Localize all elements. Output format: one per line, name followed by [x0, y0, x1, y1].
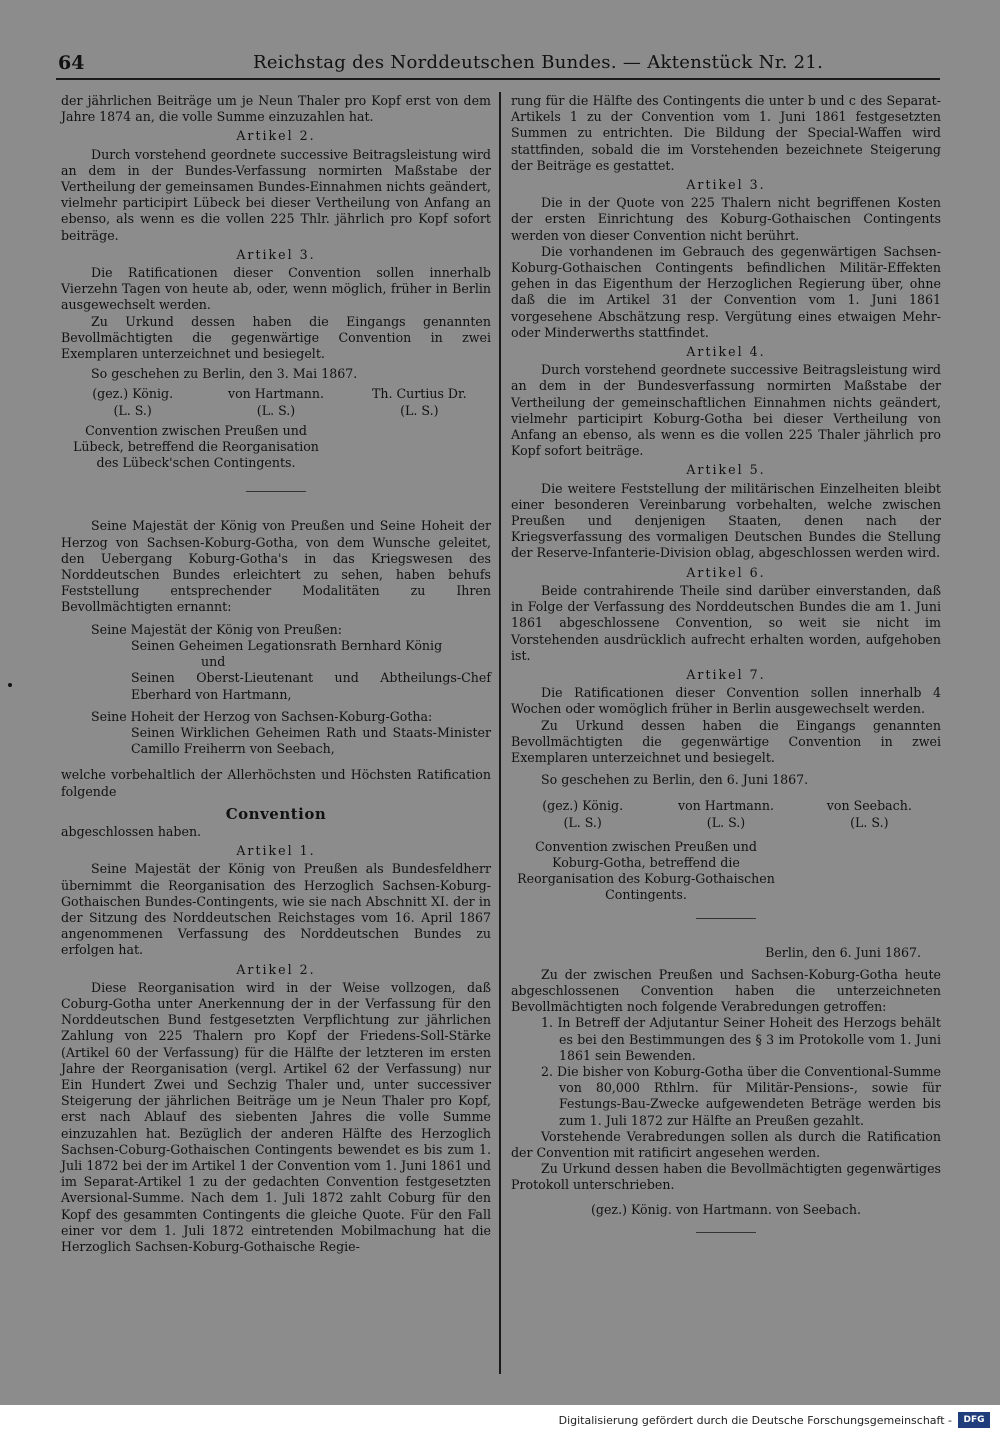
article-heading: Artikel 4. [686, 344, 766, 360]
signature: von Hartmann. [677, 798, 775, 814]
left-column [61, 93, 491, 1255]
date-line: So geschehen zu Berlin, den 6. Juni 1867. [541, 772, 809, 788]
paragraph: welche vorbehaltlich der Allerhöchsten und Höchsten Ratification folgende [61, 767, 491, 799]
convention-caption: Convention zwischen Preußen und Lübeck, betreffend die Reorganisation des Lübeck'schen Contingents. [73, 422, 319, 471]
signature: von Hartmann. [227, 386, 325, 402]
paragraph: Seinen Geheimen Legationsrath Bernhard König [131, 637, 443, 653]
paragraph: Durch vorstehend geordnete successive Beitragsleistung wird an dem in der Bundes-Verfassung normirten Maßstabe der Vertheilung der gemeinsamen Bundes-Einnahmen nichts geändert, vielmehr participirt Lübeck bei dieser Vertheilung von Anfang an ebenso, als wenn es die vollen 225 Thlr. jährlich pro Kopf sofort beiträge. [61, 146, 491, 243]
list-item: 1. In Betreff der Adjutantur Seiner Hoheit des Herzogs behält es bei den Bestimmungen des § 3 im Protokolle vom 1. Juni 1861 sein Bewenden. [541, 1015, 941, 1063]
paragraph: und [201, 654, 226, 670]
footer-credit: Digitalisierung gefördert durch die Deutsche Forschungsgemeinschaft - [558, 1414, 952, 1427]
paragraph: rung für die Hälfte des Contingents die unter b und c des Separat-Artikels 1 zu der Convention vom 1. Juni 1861 festgesetzten Summen zu entrichten. Die Bildung der Special-Waffen wird stattfinden, sobald die im Vorstehenden bezeichnete Steigerung der Beiträge es gestattet. [511, 93, 941, 173]
separator [696, 918, 756, 919]
convention-caption: Convention zwischen Preußen und Koburg-Gotha, betreffend die Reorganisation des Koburg-Gothaischen Contingents. [517, 838, 775, 903]
article-heading: Artikel 6. [686, 564, 766, 580]
paragraph: Die Ratificationen dieser Convention sollen innerhalb Vierzehn Tagen von heute ab, oder, wenn möglich, früher in Berlin ausgewechselt werden. [61, 265, 491, 313]
paragraph: Die vorhandenen im Gebrauch des gegenwärtigen Sachsen-Koburg-Gothaischen Contingents befindlichen Militär-Effekten gehen in das Eigenthum der Herzoglichen Regierung über, ohne daß die im Artikel 31 der Convention vom 1. Juni 1861 vorgesehene Abschätzung resp. Vergütung eines etwaigen Mehr- oder Minderwerths stattfindet. [511, 243, 941, 340]
paragraph: Zu der zwischen Preußen und Sachsen-Koburg-Gotha heute abgeschlossenen Convention haben die unterzeichneten Bevollmächtigten noch folgende Verabredungen getroffen: [511, 966, 941, 1015]
header-rule [56, 78, 940, 80]
paragraph: Seine Hoheit der Herzog von Sachsen-Koburg-Gotha: [91, 708, 433, 724]
signature: (gez.) König. [92, 386, 174, 402]
paragraph: Diese Reorganisation wird in der Weise vollzogen, daß Coburg-Gotha unter Anerkennung der in der Verfassung für den Norddeutschen Bund festgesetzten Verpflichtung zur jährlichen Zahlung von 225 Thalern pro Kopf der Friedens-Soll-Stärke (Artikel 60 der Verfassung) für die Hälfte der letzteren im ersten Jahre der Reorganisation (vergl. Artikel 62 der Verfassung) nur Ein Hundert Zwei und Sechzig Thaler und, unter successiver Steigerung der jährlichen Beiträge um je Neun Thaler pro Kopf, erst nach Ablauf des siebenten Jahres die volle Summe einzuzahlen hat. Bezüglich der anderen Hälfte des Herzoglich Sachsen-Coburg-Gothaischen Contingents bewendet es bis zum 1. Juli 1872 bei der im Artikel 1 der Convention vom 1. Juni 1861 und im Separat-Artikel 1 zu der gedachten Convention festgesetzten Aversional-Summe. Nach dem 1. Juli 1872 zahlt Coburg für den Kopf des gesammten Contingents die gleiche Quote. Für den Fall einer vor dem 1. Juli 1872 eintretenden Mobilmachung hat die Herzoglich Sachsen-Koburg-Gothaische Regie- [61, 979, 491, 1254]
article-heading: Artikel 1. [236, 843, 316, 859]
paragraph: der jährlichen Beiträge um je Neun Thaler pro Kopf erst von dem Jahre 1874 an, die volle Summe einzuzahlen hat. [61, 93, 491, 125]
signature-block [61, 386, 491, 418]
seal: (L. S.) [706, 814, 746, 830]
date-line: Berlin, den 6. Juni 1867. [765, 944, 921, 960]
seal: (L. S.) [400, 402, 439, 418]
paragraph: Seine Majestät der König von Preußen als Bundesfeldherr übernimmt die Reorganisation des Herzoglich Sachsen-Koburg-Gothaischen Bundes-Contingents, wie sie nach Abschnitt XI. der in der Sitzung des Norddeutschen Reichstages vom 16. April 1867 angenommenen Verfassung des Norddeutschen Bundes zu erfolgen hat. [61, 861, 491, 958]
article-heading: Artikel 2. [236, 128, 316, 144]
seal: (L. S.) [563, 814, 602, 830]
paragraph: Die Ratificationen dieser Convention sollen innerhalb 4 Wochen oder womöglich früher in Berlin ausgewechselt werden. [511, 685, 941, 717]
footer [0, 1412, 1000, 1432]
page-header [58, 52, 938, 78]
signature-line: (gez.) König. von Hartmann. von Seebach. [591, 1201, 861, 1217]
paragraph: Seine Majestät der König von Preußen und Seine Hoheit der Herzog von Sachsen-Koburg-Gotha, von dem Wunsche geleitet, den Uebergang Koburg-Gotha's in das Kriegswesen des Norddeutschen Bundes erleichtert zu sehen, haben behufs Feststellung entsprechender Modalitäten zu Ihren Bevollmächtigten ernannt: [61, 518, 491, 615]
signature: von Seebach. [826, 798, 912, 814]
paragraph: Seinen Wirklichen Geheimen Rath und Staats-Minister Camillo Freiherrn von Seebach, [131, 724, 491, 757]
paragraph: Die weitere Feststellung der militärischen Einzelheiten bleibt einer besonderen Vereinbarung vorbehalten, welche zwischen Preußen und denjenigen Staaten, denen nach der Kriegsverfassung des vormaligen Deutschen Bundes die Stellung der Reserve-Infanterie-Division oblag, abgeschlossen werden wird. [511, 480, 941, 561]
column-divider [499, 92, 501, 1374]
list-item: 2. Die bisher von Koburg-Gotha über die Conventional-Summe von 80,000 Rthlrn. für Militär-Pensions-, sowie für Festungs-Bau-Zwecke aufgewendeten Beträge werden bis zum 1. Juli 1872 zur Hälfte an Preußen gezahlt. [541, 1063, 941, 1128]
running-title: Reichstag des Norddeutschen Bundes. — Aktenstück Nr. 21. [253, 52, 824, 73]
article-heading: Artikel 7. [686, 666, 766, 682]
seal: (L. S.) [113, 402, 152, 418]
dfg-logo: DFG [958, 1412, 990, 1428]
paragraph: abgeschlossen haben. [61, 823, 202, 839]
paragraph: Zu Urkund dessen haben die Bevollmächtigten gegenwärtiges Protokoll unterschrieben. [511, 1161, 941, 1193]
paragraph: Die in der Quote von 225 Thalern nicht begriffenen Kosten der ersten Einrichtung des Koburg-Gothaischen Contingents werden von dieser Convention nicht berührt. [511, 195, 941, 243]
seal: (L. S.) [256, 402, 296, 418]
right-column [511, 93, 941, 1247]
article-heading: Artikel 2. [236, 961, 316, 977]
signature: (gez.) König. [542, 798, 624, 814]
separator [696, 1232, 756, 1233]
convention-heading: Convention [225, 804, 327, 823]
paragraph: Vorstehende Verabredungen sollen als durch die Ratification der Convention mit ratificirt angesehen werden. [511, 1128, 941, 1160]
article-heading: Artikel 5. [686, 462, 766, 478]
paragraph: Zu Urkund dessen haben die Eingangs genannten Bevollmächtigten die gegenwärtige Convention in zwei Exemplaren unterzeichnet und besiegelt. [61, 313, 491, 362]
seal: (L. S.) [850, 814, 889, 830]
date-line: So geschehen zu Berlin, den 3. Mai 1867. [91, 366, 358, 382]
signature: Th. Curtius Dr. [371, 386, 467, 402]
article-heading: Artikel 3. [686, 177, 766, 193]
page-number: 64 [58, 52, 85, 74]
paragraph: Seine Majestät der König von Preußen: [91, 621, 343, 637]
signature-block [511, 798, 941, 830]
paragraph: Seinen Oberst-Lieutenant und Abtheilungs-Chef Eberhard von Hartmann, [131, 670, 491, 702]
paragraph: Beide contrahirende Theile sind darüber einverstanden, daß in Folge der Verfassung des Norddeutschen Bundes die am 1. Juni 1861 abgeschlossene Convention, so weit sie nicht im Vorstehenden ausdrücklich aufrecht erhalten worden, aufgehoben ist. [511, 582, 941, 663]
paragraph: Zu Urkund dessen haben die Eingangs genannten Bevollmächtigten die gegenwärtige Convention in zwei Exemplaren unterzeichnet und besiegelt. [511, 717, 941, 765]
paragraph: Durch vorstehend geordnete successive Beitragsleistung wird an dem in der Bundesverfassung normirten Maßstabe der Vertheilung der gemeinschaftlichen Einnahmen nichts geändert, vielmehr participirt Koburg-Gotha bei dieser Vertheilung von Anfang an ebenso, als wenn es die vollen 225 Thaler jährlich pro Kopf sofort beiträge. [511, 362, 941, 459]
article-heading: Artikel 3. [236, 246, 316, 262]
margin-mark [8, 683, 12, 687]
separator [246, 491, 306, 492]
